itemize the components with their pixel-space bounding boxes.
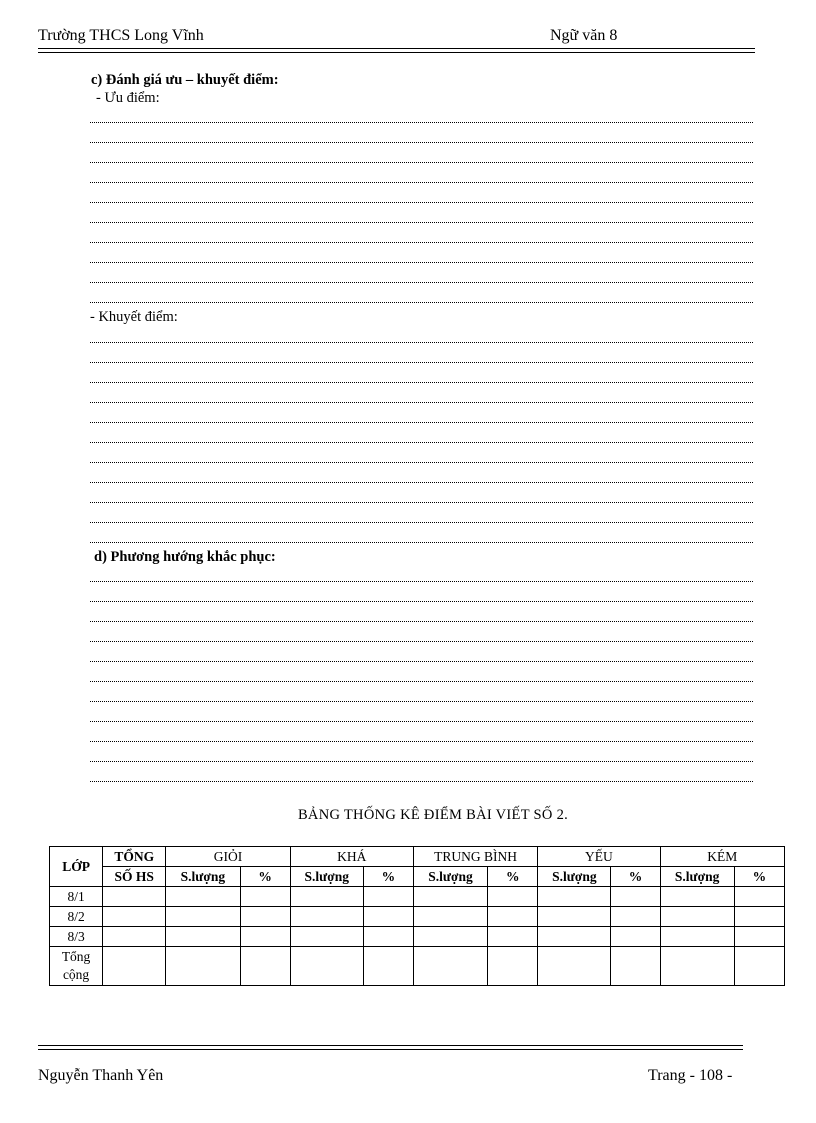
total-row-label-line2: cộng — [62, 967, 90, 982]
table-cell[interactable] — [363, 907, 413, 927]
group-header-kha: KHÁ — [290, 847, 413, 867]
table-cell[interactable] — [166, 927, 240, 947]
table-cell[interactable] — [488, 927, 538, 947]
table-cell[interactable] — [166, 947, 240, 986]
section-d-heading: d) Phương hướng khắc phục: — [94, 549, 276, 565]
score-statistics-table — [49, 846, 785, 986]
table-cell[interactable] — [166, 887, 240, 907]
table-cell[interactable] — [103, 887, 166, 907]
header-school: Trường THCS Long Vĩnh — [38, 27, 204, 44]
table-cell[interactable] — [240, 907, 290, 927]
sub-count: S.lượng — [660, 867, 734, 887]
answer-line[interactable] — [90, 750, 753, 762]
table-cell[interactable] — [488, 907, 538, 927]
answer-line[interactable] — [90, 331, 753, 343]
answer-line[interactable] — [90, 610, 753, 622]
table-cell[interactable] — [290, 887, 363, 907]
answer-line[interactable] — [90, 231, 753, 243]
table-cell[interactable] — [538, 947, 611, 986]
answer-line[interactable] — [90, 710, 753, 722]
answer-line[interactable] — [90, 770, 753, 782]
sub-pct: % — [734, 867, 784, 887]
answer-line[interactable] — [90, 630, 753, 642]
answer-line[interactable] — [90, 131, 753, 143]
table-cell[interactable] — [734, 887, 784, 907]
table-cell[interactable] — [363, 887, 413, 907]
table-header-row — [50, 847, 785, 867]
col-total-header: TỔNG — [103, 847, 166, 867]
answer-line[interactable] — [90, 590, 753, 602]
answer-line[interactable] — [90, 670, 753, 682]
table-cell[interactable] — [660, 927, 734, 947]
answer-line[interactable] — [90, 211, 753, 223]
weaknesses-label: - Khuyết điểm: — [90, 309, 178, 325]
answer-line[interactable] — [90, 451, 753, 463]
row-label: 8/2 — [50, 907, 103, 927]
group-header-trung-binh: TRUNG BÌNH — [413, 847, 537, 867]
answer-line[interactable] — [90, 191, 753, 203]
table-cell[interactable] — [290, 907, 363, 927]
footer-rule — [38, 1049, 743, 1050]
table-cell[interactable] — [413, 927, 487, 947]
answer-line[interactable] — [90, 351, 753, 363]
table-cell[interactable] — [103, 947, 166, 986]
row-label: 8/3 — [50, 927, 103, 947]
sub-count: S.lượng — [413, 867, 487, 887]
answer-line[interactable] — [90, 371, 753, 383]
strengths-label: - Ưu điểm: — [96, 90, 160, 106]
answer-line[interactable] — [90, 111, 753, 123]
sub-count: S.lượng — [166, 867, 240, 887]
table-cell[interactable] — [538, 927, 611, 947]
answer-line[interactable] — [90, 251, 753, 263]
answer-line[interactable] — [90, 471, 753, 483]
answer-line[interactable] — [90, 491, 753, 503]
answer-line[interactable] — [90, 431, 753, 443]
table-title — [0, 807, 816, 824]
table-subheader-row — [50, 867, 785, 887]
table-cell[interactable] — [611, 927, 660, 947]
col-class-header: LỚP — [50, 847, 103, 887]
table-cell[interactable] — [103, 927, 166, 947]
group-header-yeu: YẾU — [538, 847, 660, 867]
answer-line[interactable] — [90, 531, 753, 543]
table-cell[interactable] — [660, 907, 734, 927]
table-cell[interactable] — [103, 907, 166, 927]
table-cell[interactable] — [413, 887, 487, 907]
total-row-label — [50, 947, 103, 986]
table-row-total — [50, 947, 785, 986]
total-row-label-line1: Tổng — [61, 949, 91, 964]
table-cell[interactable] — [611, 887, 660, 907]
table-cell[interactable] — [240, 947, 290, 986]
table-cell[interactable] — [240, 887, 290, 907]
answer-line[interactable] — [90, 650, 753, 662]
answer-line[interactable] — [90, 570, 753, 582]
table-cell[interactable] — [240, 927, 290, 947]
table-cell[interactable] — [166, 907, 240, 927]
answer-line[interactable] — [90, 690, 753, 702]
table-cell[interactable] — [734, 927, 784, 947]
table-cell[interactable] — [413, 947, 487, 986]
sub-count: S.lượng — [538, 867, 611, 887]
table-cell[interactable] — [734, 947, 784, 986]
sub-pct: % — [240, 867, 290, 887]
table-cell[interactable] — [413, 907, 487, 927]
answer-line[interactable] — [90, 391, 753, 403]
table-row — [50, 887, 785, 907]
table-cell[interactable] — [734, 907, 784, 927]
col-total-subheader: SỐ HS — [103, 867, 166, 887]
table-cell[interactable] — [363, 927, 413, 947]
group-header-kem: KÉM — [660, 847, 784, 867]
sub-pct: % — [611, 867, 660, 887]
table-cell[interactable] — [290, 927, 363, 947]
answer-line[interactable] — [90, 291, 753, 303]
table-cell[interactable] — [538, 887, 611, 907]
answer-line[interactable] — [90, 171, 753, 183]
group-header-gioi: GIỎI — [166, 847, 290, 867]
table-cell[interactable] — [660, 887, 734, 907]
footer-rule — [38, 1045, 743, 1046]
table-cell[interactable] — [538, 907, 611, 927]
header-rule — [38, 48, 755, 49]
footer-page-number: Trang - 108 - — [648, 1067, 733, 1084]
table-cell[interactable] — [611, 947, 660, 986]
answer-line[interactable] — [90, 511, 753, 523]
section-c-heading: c) Đánh giá ưu – khuyết điểm: — [91, 72, 279, 88]
answer-line[interactable] — [90, 151, 753, 163]
answer-line[interactable] — [90, 271, 753, 283]
table-title-text: BẢNG THỐNG KÊ ĐIỂM BÀI VIẾT SỐ 2. — [297, 807, 569, 823]
answer-line[interactable] — [90, 411, 753, 423]
footer-author: Nguyễn Thanh Yên — [38, 1067, 164, 1084]
table-cell[interactable] — [290, 947, 363, 986]
sub-count: S.lượng — [290, 867, 363, 887]
sub-pct: % — [488, 867, 538, 887]
header-subject: Ngữ văn 8 — [550, 27, 618, 44]
answer-line[interactable] — [90, 730, 753, 742]
table-cell[interactable] — [611, 907, 660, 927]
header-rule — [38, 52, 755, 53]
table-row — [50, 907, 785, 927]
sub-pct: % — [363, 867, 413, 887]
table-cell[interactable] — [363, 947, 413, 986]
table-cell[interactable] — [488, 887, 538, 907]
table-cell[interactable] — [660, 947, 734, 986]
table-row — [50, 927, 785, 947]
row-label: 8/1 — [50, 887, 103, 907]
table-cell[interactable] — [488, 947, 538, 986]
